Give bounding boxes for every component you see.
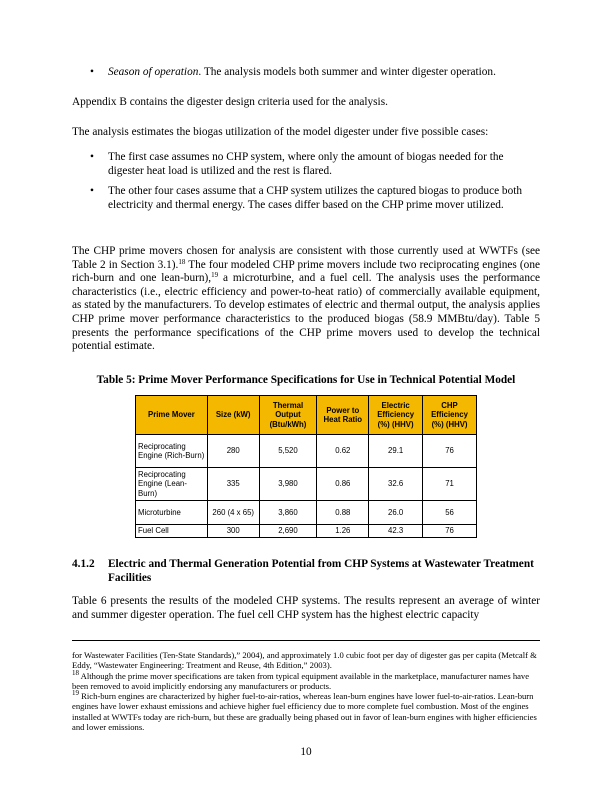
table-row xyxy=(136,525,477,538)
footnote-18 xyxy=(72,668,540,692)
footnote-18-number: 18 xyxy=(72,668,79,677)
cell-electric-efficiency: 26.0 xyxy=(369,501,423,525)
table-row xyxy=(136,468,477,501)
footnote-18-text: Although the prime mover specifications are taken from typical equipment available in the marketplace, manufacturer names have been removed to avoid implicitly endorsing any manufacturers or products. xyxy=(72,670,530,691)
cell-chp-efficiency: 76 xyxy=(423,525,477,538)
footnote-19 xyxy=(72,691,540,732)
cell-power-to-heat: 0.88 xyxy=(317,501,369,525)
cell-prime-mover: Microturbine xyxy=(136,501,208,525)
prime-movers-part1: The CHP prime movers chosen for analysis are consistent with those currently used at WWTFs (see Table 2 in Section 3.1). xyxy=(72,245,540,271)
section-title: Electric and Thermal Generation Potential from CHP Systems at Wastewater Treatment Facilities xyxy=(108,558,534,584)
table-row xyxy=(136,501,477,525)
cell-power-to-heat: 0.86 xyxy=(317,468,369,501)
cell-prime-mover: Fuel Cell xyxy=(136,525,208,538)
footnotes xyxy=(72,650,540,732)
paragraph-appendix: Appendix B contains the digester design criteria used for the analysis. xyxy=(72,96,388,108)
cell-prime-mover: Reciprocating Engine (Lean-Burn) xyxy=(136,468,208,501)
cell-electric-efficiency: 32.6 xyxy=(369,468,423,501)
cell-size: 300 xyxy=(207,525,259,538)
cell-power-to-heat: 0.62 xyxy=(317,435,369,468)
cell-electric-efficiency: 42.3 xyxy=(369,525,423,538)
cell-chp-efficiency: 71 xyxy=(423,468,477,501)
cell-chp-efficiency: 76 xyxy=(423,435,477,468)
paragraph-prime-movers xyxy=(72,245,540,354)
cell-power-to-heat: 1.26 xyxy=(317,525,369,538)
header-size: Size (kW) xyxy=(207,396,259,435)
footnote-continuation: for Wastewater Facilities (Ten-State Standards),” 2004), and approximately 1.0 cubic foot per day of digester gas per capita (Metcalf & Eddy, “Wastewater Engineering: Treatment and Reuse, 4th Edition,” 2003). xyxy=(72,650,537,671)
prime-mover-table xyxy=(135,395,477,538)
footnote-divider xyxy=(72,640,540,641)
bullet-season-text: . The analysis models both summer and winter digester operation. xyxy=(198,66,496,78)
footnote-ref-18[interactable]: 18 xyxy=(178,257,186,266)
cell-size: 280 xyxy=(207,435,259,468)
bullet-dot: • xyxy=(90,151,94,163)
header-prime-mover: Prime Mover xyxy=(136,396,208,435)
cell-size: 335 xyxy=(207,468,259,501)
header-power-to-heat: Power to Heat Ratio xyxy=(317,396,369,435)
bullet-season-lead: Season of operation xyxy=(108,66,199,78)
cell-thermal-output: 5,520 xyxy=(259,435,317,468)
cell-prime-mover: Reciprocating Engine (Rich-Burn) xyxy=(136,435,208,468)
cell-thermal-output: 3,860 xyxy=(259,501,317,525)
header-chp-efficiency: CHP Efficiency (%) (HHV) xyxy=(423,396,477,435)
cell-chp-efficiency: 56 xyxy=(423,501,477,525)
footnote-ref-19[interactable]: 19 xyxy=(211,271,219,280)
page-number: 10 xyxy=(300,746,312,758)
bullet-case-2-text: The other four cases assume that a CHP system utilizes the captured biogas to produce both electricity and thermal energy. The cases differ based on the CHP prime mover utilized. xyxy=(108,185,523,211)
prime-movers-part2: The four modeled CHP prime movers include two reciprocating engines (one rich-burn and one lean-burn), xyxy=(72,258,540,285)
cell-thermal-output: 2,690 xyxy=(259,525,317,538)
cell-size: 260 (4 x 65) xyxy=(207,501,259,525)
footnote-19-number: 19 xyxy=(72,689,79,698)
header-thermal-output: Thermal Output (Btu/kWh) xyxy=(259,396,317,435)
table-header-row xyxy=(136,396,477,435)
footnote-19-text: Rich-burn engines are characterized by higher fuel-to-air-ratios, whereas lean-burn engines have lower fuel-to-air-ratios. Lean-burn engines have lower exhaust emissions and achieve higher fuel efficiency due to more complete fuel combustion. Most of the engines installed at WWTFs today are rich-burn, but these are gradually being phased out in favor of lean-burn engines with higher efficiencies and lower emissions. xyxy=(72,691,537,733)
bullet-case-1-text: The first case assumes no CHP system, where only the amount of biogas needed for the digester heat load is utilized and the rest is flared. xyxy=(108,151,504,177)
cell-thermal-output: 3,980 xyxy=(259,468,317,501)
section-number: 4.1.2 xyxy=(72,558,95,570)
paragraph-table6: Table 6 presents the results of the modeled CHP systems. The results represent an average of winter and summer digester operation. The fuel cell CHP system has the highest electric capacity xyxy=(72,595,540,621)
paragraph-cases-intro: The analysis estimates the biogas utilization of the model digester under five possible cases: xyxy=(72,126,489,138)
bullet-dot: • xyxy=(90,185,94,197)
prime-movers-part3: a microturbine, and a fuel cell. The analysis uses the performance characteristics (i.e., electric efficiency and power-to-heat ratio) of commercially available equipment, as stated by the manufacturers. To develop estimates of electric and thermal output, the analysis applies CHP prime mover performance characteristics to the produced biogas (58.9 MMBtu/day). Table 5 presents the performance specifications of the CHP prime movers used to develop the technical potential estimate. xyxy=(72,272,541,353)
table-title: Table 5: Prime Mover Performance Specifications for Use in Technical Potential Model xyxy=(96,374,516,386)
header-electric-efficiency: Electric Efficiency (%) (HHV) xyxy=(369,396,423,435)
bullet-dot: • xyxy=(90,66,94,78)
cell-electric-efficiency: 29.1 xyxy=(369,435,423,468)
table-row xyxy=(136,435,477,468)
